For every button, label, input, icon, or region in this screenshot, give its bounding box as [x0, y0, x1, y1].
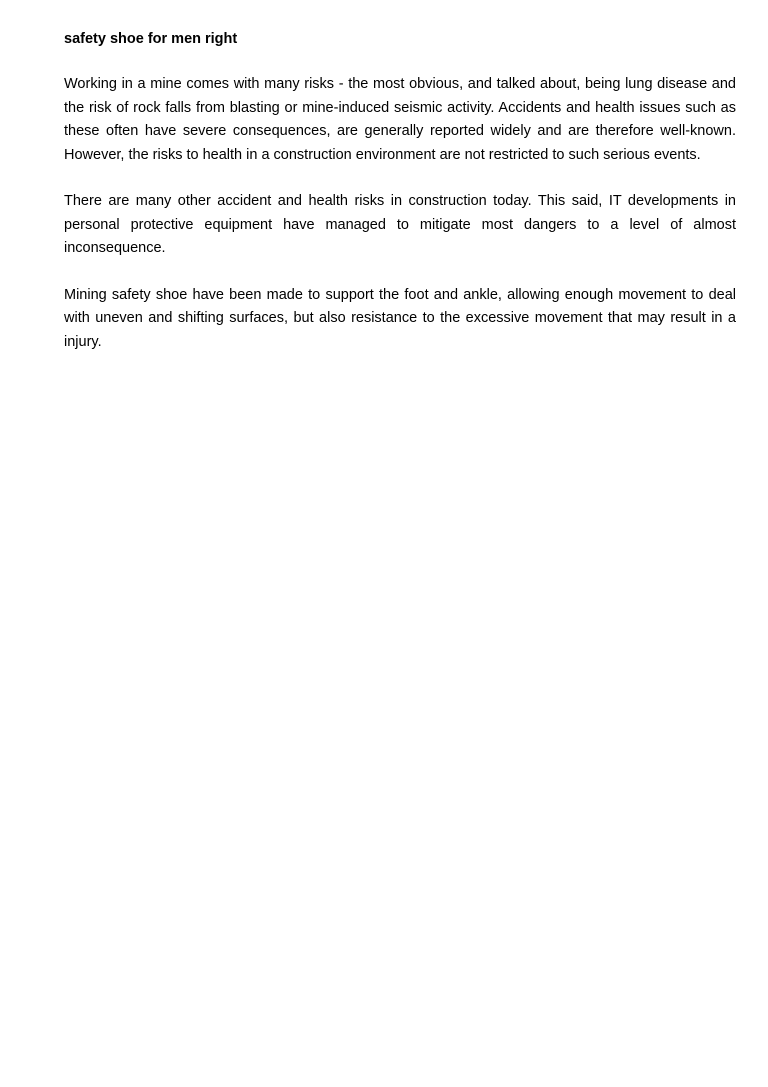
document-title: safety shoe for men right: [64, 31, 238, 47]
paragraph-mining-safety-shoe: Mining safety shoe have been made to support the foot and ankle, allowing enough movement to deal with uneven and shifting surfaces, but also resistance to the excessive movement that may result in a injury.: [64, 286, 736, 350]
paragraph-construction-risks: There are many other accident and health risks in construction today. This said, IT developments in personal protective equipment have managed to mitigate most dangers to a level of almost inconsequence.: [64, 193, 736, 256]
paragraph-mining-risks: Working in a mine comes with many risks - the most obvious, and talked about, being lung disease and the risk of rock falls from blasting or mine-induced seismic activity. Accidents and health issues such as these often have severe consequences, are generally reported widely and are therefore well-known. However, the risks to health in a construction environment are not restricted to such serious events.: [64, 76, 736, 163]
